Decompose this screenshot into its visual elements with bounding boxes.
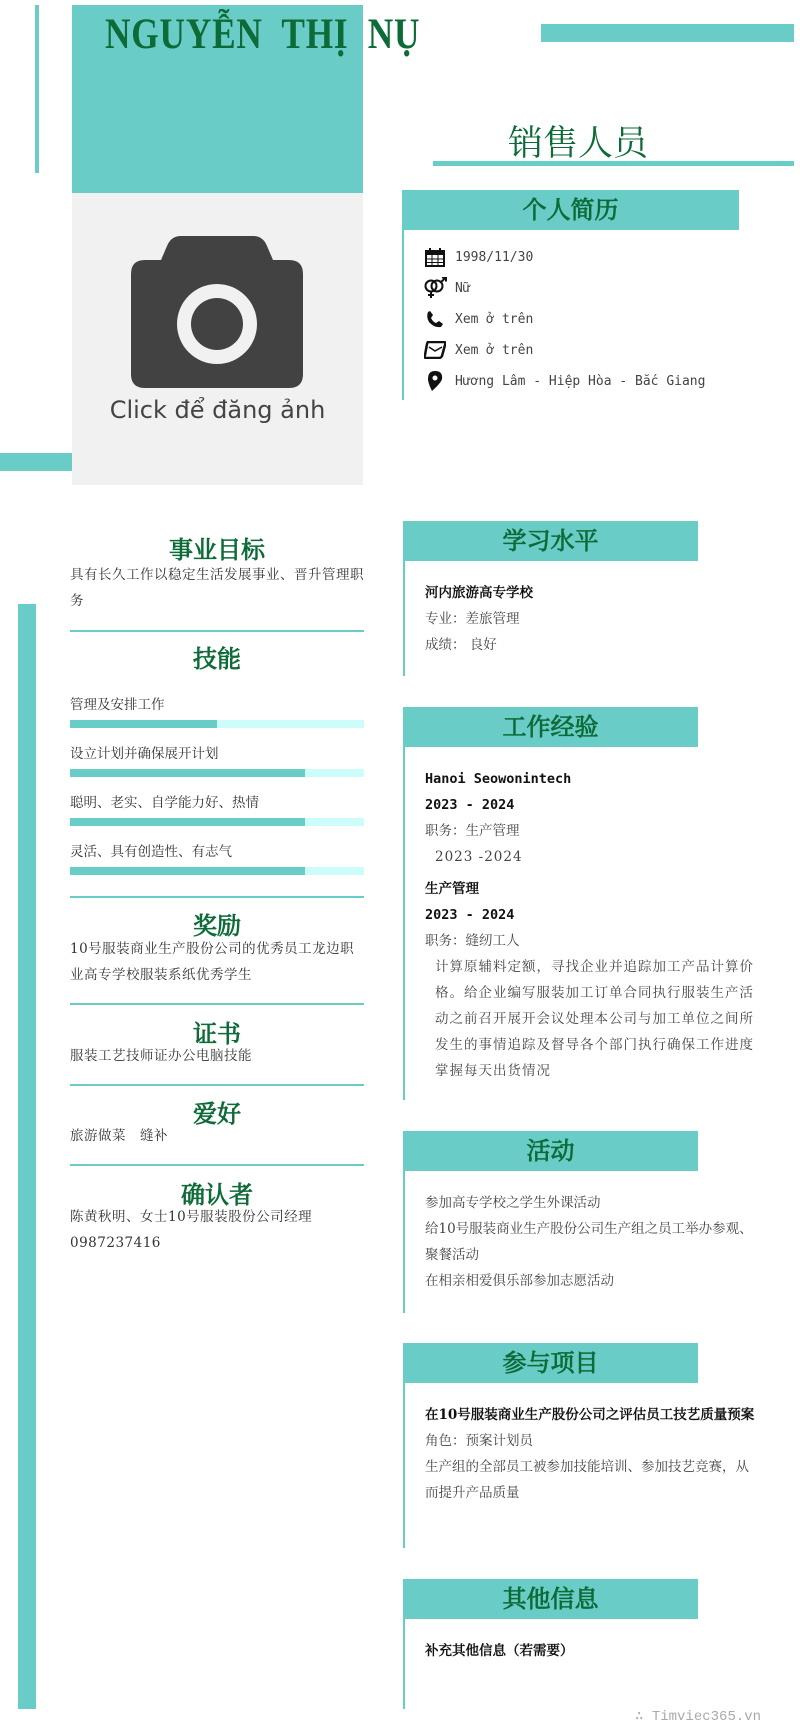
education-grade: 成绩： 良好 bbox=[425, 637, 497, 653]
deco-left-vertical-bar bbox=[18, 604, 36, 1709]
section-line bbox=[403, 747, 405, 1100]
section-line bbox=[403, 1619, 405, 1709]
photo-upload[interactable] bbox=[72, 193, 363, 485]
job-entry bbox=[425, 876, 760, 1084]
address-value: Hương Lâm - Hiệp Hòa - Bắc Giang bbox=[455, 373, 706, 389]
activity-item: 给10号服装商业生产股份公司生产组之员工举办参观、聚餐活动 bbox=[425, 1221, 753, 1263]
section-header-education: 学习水平 bbox=[403, 521, 698, 561]
job-detail: 2023 -2024 bbox=[435, 849, 523, 865]
gender-value: Nữ bbox=[455, 280, 471, 296]
hobbies-text: 旅游做菜 缝补 bbox=[70, 1128, 168, 1144]
section-title-certificates: 证书 bbox=[193, 1020, 241, 1048]
section-line bbox=[403, 561, 405, 676]
job-detail: 计算原辅料定额，寻找企业并追踪加工产品计算价格。给企业编写服装加工订单合同执行服装生产活动之前召开展开会议处理本公司与加工单位之间所发生的事情追踪及督导各个部门执行确保工作进度掌握每天出货情况 bbox=[435, 959, 754, 1079]
section-line bbox=[403, 1383, 405, 1548]
job-company: 生产管理 bbox=[425, 881, 479, 897]
section-title-skills: 技能 bbox=[193, 645, 241, 673]
project-name: 在10号服装商业生产股份公司之评估员工技艺质量预案 bbox=[425, 1407, 755, 1423]
skill-label: 设立计划并确保展开计划 bbox=[70, 746, 219, 762]
email-value: Xem ở trên bbox=[455, 342, 534, 358]
project-description: 生产组的全部员工被参加技能培训、参加技艺竞赛，从而提升产品质量 bbox=[425, 1459, 749, 1501]
other-text: 补充其他信息（若需要） bbox=[425, 1643, 574, 1659]
project-block bbox=[425, 1402, 760, 1506]
section-header-projects: 参与项目 bbox=[403, 1343, 698, 1383]
phone-icon bbox=[423, 308, 447, 330]
email-icon bbox=[423, 339, 447, 361]
camera-icon bbox=[131, 236, 303, 388]
section-title-objective: 事业目标 bbox=[169, 536, 265, 564]
deco-left-bar-small bbox=[0, 453, 72, 471]
info-birthdate bbox=[423, 245, 533, 269]
skill-label: 灵活、具有创造性、有志气 bbox=[70, 844, 232, 860]
skill-label: 聪明、老实、自学能力好、热情 bbox=[70, 795, 259, 811]
photo-caption: Click để đăng ảnh bbox=[109, 396, 326, 424]
job-period: 2023 - 2024 bbox=[425, 797, 515, 813]
section-title-hobbies: 爱好 bbox=[193, 1100, 241, 1128]
divider bbox=[70, 1164, 364, 1166]
phone-value: Xem ở trên bbox=[455, 311, 534, 327]
watermark: ∴ Timviec365.vn bbox=[635, 1709, 762, 1725]
section-header-other: 其他信息 bbox=[403, 1579, 698, 1619]
job-position: 职务：缝纫工人 bbox=[425, 933, 520, 949]
job-position: 职务：生产管理 bbox=[425, 823, 520, 839]
info-phone bbox=[423, 307, 533, 331]
skill-bar bbox=[70, 769, 364, 777]
birthdate-value: 1998/11/30 bbox=[455, 249, 534, 265]
job-entry bbox=[425, 766, 760, 870]
activity-item: 参加高专学校之学生外课活动 bbox=[425, 1195, 601, 1211]
education-block bbox=[425, 580, 760, 658]
deco-top-right-bar bbox=[541, 24, 794, 42]
deco-left-top-line bbox=[35, 5, 39, 173]
section-header-personal: 个人简历 bbox=[402, 190, 739, 230]
job-title: 销售人员 bbox=[508, 124, 649, 164]
divider bbox=[70, 630, 364, 632]
skill-bar bbox=[70, 818, 364, 826]
job-company: Hanoi Seowonintech bbox=[425, 771, 572, 787]
divider bbox=[70, 896, 364, 898]
skill-label: 管理及安排工作 bbox=[70, 697, 165, 713]
section-header-activities: 活动 bbox=[403, 1131, 698, 1171]
education-major: 专业：差旅管理 bbox=[425, 611, 520, 627]
personal-section-line bbox=[402, 226, 404, 400]
job-period: 2023 - 2024 bbox=[425, 907, 515, 923]
awards-text: 10号服装商业生产股份公司的优秀员工龙边职业高专学校服装系纸优秀学生 bbox=[70, 941, 355, 983]
activities-list bbox=[425, 1190, 760, 1294]
certificates-text: 服装工艺技师证办公电脑技能 bbox=[70, 1048, 252, 1064]
section-title-references: 确认者 bbox=[181, 1181, 253, 1209]
references-text: 陈黄秋明、女士10号服装股份公司经理0987237416 bbox=[70, 1209, 313, 1251]
skill-bar bbox=[70, 720, 364, 728]
other-block bbox=[425, 1638, 760, 1664]
info-address bbox=[423, 369, 705, 393]
gender-icon bbox=[423, 277, 447, 299]
section-title-awards: 奖励 bbox=[193, 912, 241, 940]
divider bbox=[70, 1084, 364, 1086]
divider bbox=[70, 1003, 364, 1005]
objective-text: 具有长久工作以稳定生活发展事业、晋升管理职务 bbox=[70, 567, 364, 609]
skill-bar bbox=[70, 867, 364, 875]
info-gender bbox=[423, 276, 471, 300]
candidate-name: NGUYỄN THỊ NỤ bbox=[105, 11, 421, 58]
calendar-icon bbox=[423, 246, 447, 268]
location-icon bbox=[423, 370, 447, 392]
section-header-experience: 工作经验 bbox=[403, 707, 698, 747]
project-role: 角色：预案计划员 bbox=[425, 1433, 533, 1449]
activity-item: 在相亲相爱俱乐部参加志愿活动 bbox=[425, 1273, 614, 1289]
school-name: 河内旅游高专学校 bbox=[425, 585, 533, 601]
section-line bbox=[403, 1171, 405, 1313]
info-email bbox=[423, 338, 533, 362]
